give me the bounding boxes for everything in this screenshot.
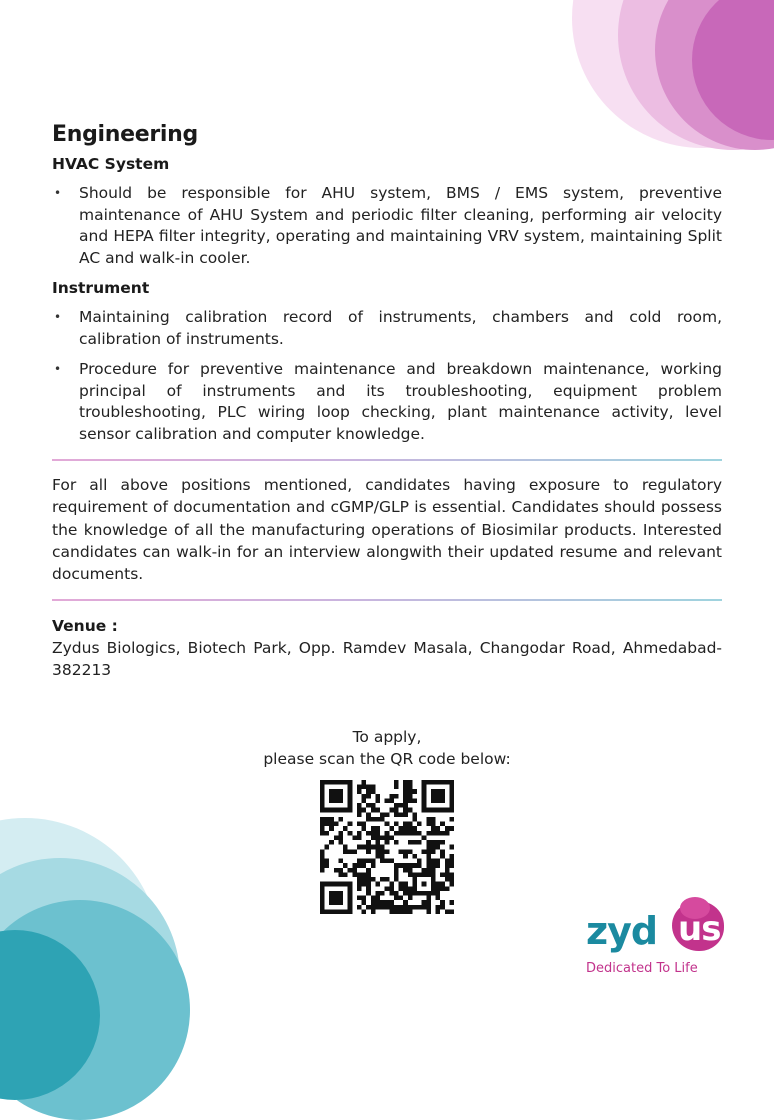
group-heading-hvac: HVAC System [52,155,170,173]
bullet-item: • Maintaining calibration record of instruments, chambers and cold room, calibration of instruments. [52,307,722,350]
zydus-logo [580,895,730,985]
job-content [52,122,722,681]
qr-code[interactable] [320,780,454,914]
bullet-item: • Should be responsible for AHU system, BMS / EMS system, preventive maintenance of AHU System and periodic filter cleaning, performing air velocity and HEPA filter integrity, operating and maintaining VRV system, maintaining Split AC and walk-in cooler. [52,183,722,269]
apply-line-2: please scan the QR code below: [263,750,511,768]
apply-line-1: To apply, [352,728,422,746]
apply-instructions [0,726,774,770]
section-title: Engineering [52,122,198,147]
bullet-item: • Procedure for preventive maintenance and breakdown maintenance, working principal of instruments and its troubleshooting, equipment problem troubleshooting, PLC wiring loop checking, plant maintenance activity, level sensor calibration and computer knowledge. [52,359,722,445]
divider [52,599,722,601]
divider [52,459,722,461]
requirements-note: For all above positions mentioned, candidates having exposure to regulatory requirement of documentation and cGMP/GLP is essential. Candidates should possess the knowledge of all the manufacturing operations of Biosimilar products. Interested candidates can walk-in for an interview alongwith their updated resume and relevant documents. [52,476,722,584]
venue-label: Venue : [52,617,118,636]
group-heading-instrument: Instrument [52,279,150,297]
venue-address: Zydus Biologics, Biotech Park, Opp. Ramdev Masala, Changodar Road, Ahmedabad-382213 [52,639,722,680]
logo-wordmark: zyd [586,909,658,953]
logo-tagline: Dedicated To Life [586,961,698,976]
logo-wordmark-suffix: us [678,909,721,949]
instrument-bullet-list [52,307,722,445]
hvac-bullet-list [52,183,722,269]
